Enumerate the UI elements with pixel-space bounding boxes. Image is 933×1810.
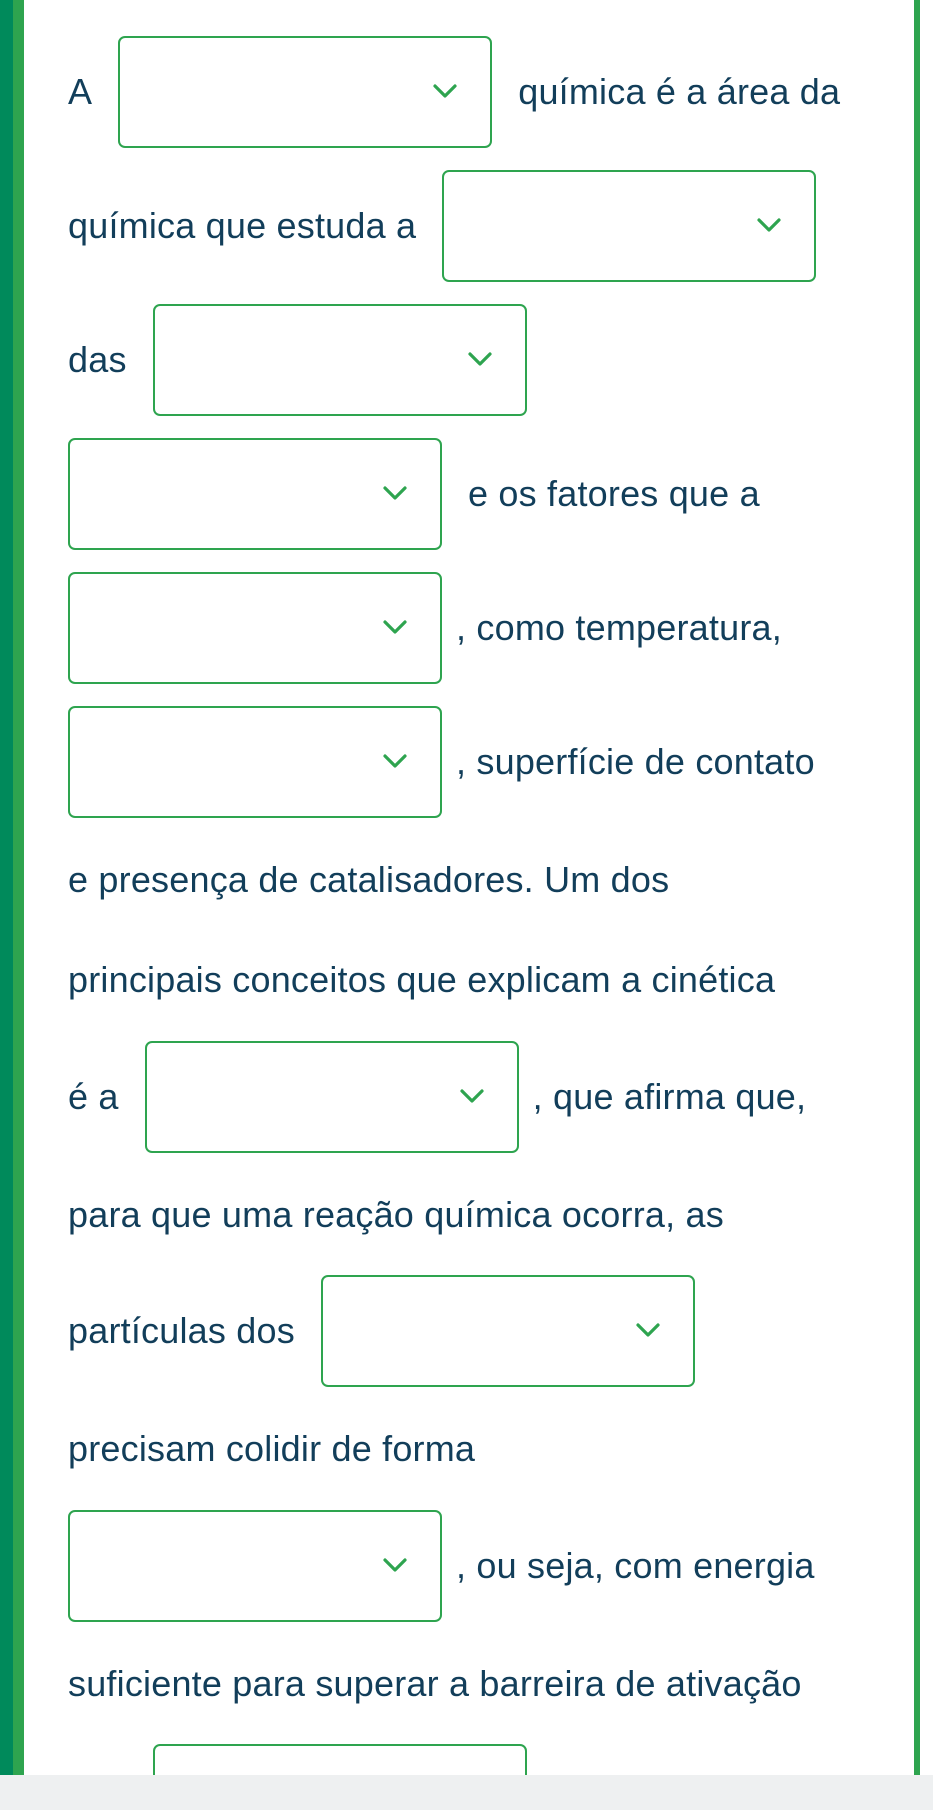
sentence-line-10	[68, 1159, 724, 1271]
chevron-down-icon	[380, 746, 410, 776]
text-superficie: , superfície de contato	[456, 741, 815, 782]
dropdown-10[interactable]	[153, 1744, 527, 1775]
sentence-line-8	[68, 924, 775, 1036]
chevron-down-icon	[380, 612, 410, 642]
text-afirma: , que afirma que,	[532, 1076, 807, 1117]
chevron-down-icon	[380, 478, 410, 508]
chevron-down-icon	[430, 76, 460, 106]
dropdown-3[interactable]	[153, 304, 527, 416]
dropdown-6[interactable]	[68, 706, 442, 818]
left-accent-bar-inner	[13, 0, 24, 1775]
dropdown-2[interactable]	[442, 170, 816, 282]
chevron-down-icon	[754, 210, 784, 240]
text-quimica-estuda: química que estuda a	[68, 205, 417, 246]
dropdown-1[interactable]	[118, 36, 492, 148]
sentence-line-7	[68, 824, 669, 936]
text-das: das	[68, 339, 127, 380]
text-presenca: e presença de catalisadores. Um dos	[68, 859, 670, 900]
text-temperatura: , como temperatura,	[456, 607, 782, 648]
right-accent-bar	[914, 0, 920, 1775]
text-fatores: e os fatores que a	[468, 473, 760, 514]
sentence-line-6	[68, 706, 815, 818]
chevron-down-icon	[633, 1315, 663, 1345]
chevron-down-icon	[380, 1550, 410, 1580]
sentence-line-1	[68, 36, 840, 148]
sentence-line-12	[68, 1393, 475, 1505]
sentence-line-4	[68, 438, 760, 550]
sentence-line-3	[68, 304, 527, 416]
sentence-line-9	[68, 1041, 806, 1153]
left-accent-bar	[0, 0, 13, 1775]
sentence-line-13	[68, 1510, 815, 1622]
dropdown-5[interactable]	[68, 572, 442, 684]
sentence-line-5	[68, 572, 782, 684]
text-e-a: é a	[68, 1076, 119, 1117]
text-principais: principais conceitos que explicam a cinética	[68, 959, 776, 1000]
text-particulas: partículas dos	[68, 1310, 295, 1351]
text-ou-seja: , ou seja, com energia	[456, 1545, 815, 1586]
dropdown-8[interactable]	[321, 1275, 695, 1387]
chevron-down-icon	[465, 344, 495, 374]
dropdown-4[interactable]	[68, 438, 442, 550]
sentence-line-11	[68, 1275, 695, 1387]
text-quimica-area: química é a área da	[518, 71, 841, 112]
text-precisam: precisam colidir de forma	[68, 1428, 476, 1469]
sentence-line-14	[68, 1628, 802, 1740]
text-a: A	[68, 71, 93, 112]
sentence-line-2	[68, 170, 816, 282]
chevron-down-icon	[457, 1081, 487, 1111]
dropdown-9[interactable]	[68, 1510, 442, 1622]
text-suficiente: suficiente para superar a barreira de ativação	[68, 1663, 802, 1704]
dropdown-7[interactable]	[145, 1041, 519, 1153]
text-para-que: para que uma reação química ocorra, as	[68, 1194, 724, 1235]
